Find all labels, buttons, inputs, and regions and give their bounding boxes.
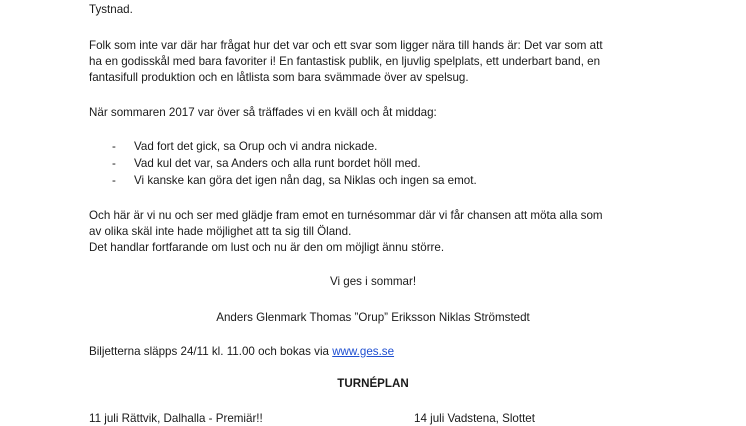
tour-heading: TURNÉPLAN [337, 377, 409, 390]
bullet-item-3: Vi kanske kan göra det igen nån dag, sa Niklas och ingen sa emot. [134, 174, 477, 187]
paragraph-3-line-3: Det handlar fortfarande om lust och nu är den om möjligt ännu större. [89, 241, 445, 254]
tour-date-left: 11 juli Rättvik, Dalhalla - Premiär!! [89, 412, 263, 425]
tickets-text: Biljetterna släpps 24/11 kl. 11.00 och bokas via [89, 345, 333, 358]
paragraph-3-line-1: Och här är vi nu och ser med glädje fram emot en turnésommar där vi får chansen att möta alla som [89, 209, 603, 222]
bullet-item-2: Vad kul det var, sa Anders och alla runt bordet höll med. [134, 157, 421, 170]
intro-fragment: Tystnad. [89, 3, 133, 16]
bullet-item-1: Vad fort det gick, sa Orup och vi andra nickade. [134, 140, 378, 153]
tickets-link[interactable]: www.ges.se [332, 345, 395, 358]
paragraph-1-line-2: ha en godisskål med bara favoriter i! En fantastisk publik, en ljuvlig spelplats, ett underbart band, en [89, 55, 601, 68]
signature-line: Anders Glenmark Thomas ”Orup” Eriksson Niklas Strömstedt [216, 311, 530, 324]
closing-line: Vi ges i sommar! [329, 275, 417, 288]
tour-date-right: 14 juli Vadstena, Slottet [414, 412, 535, 425]
bullet-marker: - [112, 174, 116, 187]
paragraph-1-line-3: fantasifull produktion och en låtlista som bara svämmade över av spelsug. [89, 71, 469, 84]
paragraph-3-line-2: av olika skäl inte hade möjlighet att ta sig till Öland. [89, 225, 352, 238]
paragraph-1-line-1: Folk som inte var där har frågat hur det var och ett svar som ligger nära till hands är: Det var som att [89, 39, 603, 52]
paragraph-2: När sommaren 2017 var över så träffades vi en kväll och åt middag: [89, 106, 437, 119]
bullet-marker: - [112, 140, 116, 153]
bullet-marker: - [112, 157, 116, 170]
tickets-line [89, 345, 394, 359]
